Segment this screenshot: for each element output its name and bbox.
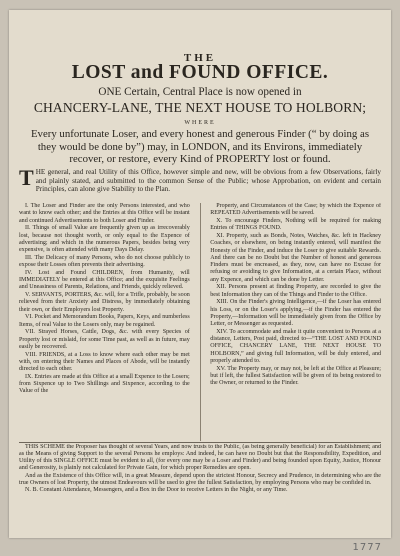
article-paragraph: XIII. On the Finder's giving Intelligence,—if the Loser has entered his Loss, or on the Loser's applying,—if the Finder has entered the Property,—Information will be immediately given from the Office by Letter, or Messenger as requested. bbox=[210, 299, 381, 327]
heading-the: THE bbox=[183, 52, 217, 64]
every-line: Every unfortunate Loser, and every honest and generous Finder (“ by doing as bbox=[30, 128, 370, 140]
pencil-annotation: 1777 bbox=[352, 542, 382, 553]
article-paragraph: XI. Property, such as Bonds, Notes, Watches, &c. left in Hackney Coaches, or elsewhere, on being instantly entered, will manifest the Honesty of the Finder, and induce the Loser to give suitable Rewards. And there can be no Doubt but the Number of honest and generous Finders must be encreased, as they, now, can have no Excuse for refusing or avoiding to give Information, at a certain Place, without any Expence, and which can be done by Letter. bbox=[210, 233, 381, 283]
article-paragraph: VIII. FRIENDS, at a Loss to know where each other may be met with, on entering their Names and Places of Abode, will be instantly directed to each other. bbox=[19, 351, 190, 372]
article-paragraph: XII. Persons present at finding Property, are recorded to give the best Information they can of the Things and Finder to the Office. bbox=[210, 284, 381, 298]
broadside-sheet bbox=[9, 10, 391, 538]
article-paragraph: IV. Lost and Found CHILDREN, from Humanity, will IMMEDIATELY be entered at this Office; and the exquisite Feelings and Uneasiness of Parents, Relations, and Friends, quickly relieved. bbox=[19, 269, 190, 291]
article-paragraph: V. SERVANTS, PORTERS, &c. will, for a Trifle, probably, be soon relieved from their Anxiety and Distress, by immediately obtaining their own, or their Employers lost Property. bbox=[19, 292, 190, 313]
closing-paragraph: THIS SCHEME the Proposer has thought of several Years, and now trusts to the Public, (as being generally beneficial) for an Establishment; and as the Means of giving Support to the several Persons he employs: And indeed, he can have no Doubt but that the Responsibility, Expedition, and Utility of this SINGLE OFFICE must be evident to all, (for every one may be a Loser and Finder) and being founded upon Equity, Justice, Honour and Generosity, is plainly not calculated for Private Gain, for which proper Remedies are open. bbox=[19, 444, 381, 472]
every-loser-statement bbox=[19, 128, 381, 166]
closing-paragraph: N. B. Constant Attendance, Messengers, and a Box in the Door to receive Letters in the Night, or any Time. bbox=[25, 486, 288, 493]
every-line: recover, or restore, every Kind of PROPERTY lost or found. bbox=[69, 153, 331, 165]
subtitle-central-place: ONE Certain, Central Place is now opened in bbox=[98, 86, 302, 98]
article-paragraph: Property, and Circumstances of the Case; by which the Expence of REPEATED Advertisements will be saved. bbox=[210, 203, 381, 217]
article-paragraph: X. To encourage Finders, Nothing will be required for making Entries of THINGS FOUND. bbox=[210, 218, 381, 232]
article-paragraph: VI. Pocket and Memorandum Books, Papers, Keys, and numberless Items, of real Value to the Losers only, may be regained. bbox=[19, 314, 190, 328]
article-paragraph: XIV. To accommodate and make it quite convenient to Persons at a distance, Letters, Post paid, directed to—“THE LOST AND FOUND OFFICE, CHANCERY LANE, THE NEXT HOUSE TO HOLBORN,” and giving full Information, will be duly entered, and properly attended to. bbox=[210, 328, 381, 364]
right-column bbox=[210, 203, 381, 441]
page-title: LOST and FOUND OFFICE. bbox=[71, 62, 329, 83]
divider-rule bbox=[19, 442, 381, 443]
left-column bbox=[19, 203, 190, 441]
broadside-text-block bbox=[19, 10, 381, 538]
article-paragraph: II. Things of small Value are frequently given up as irrecoverably lost, because not thought worth, or only equal to the Expence of advertising; and which in the numerous Papers, besides being very expensive, is often attended with many Days Delay. bbox=[19, 225, 190, 253]
address-line: CHANCERY-LANE, THE NEXT HOUSE TO HOLBORN; bbox=[33, 100, 367, 115]
two-column-articles bbox=[19, 203, 381, 441]
article-paragraph: I. The Loser and Finder are the only Persons interested, and who want to know each other; and the Entries at this Office will be instant and continued Advertisements to both Loser and Finder. bbox=[19, 203, 190, 224]
column-divider bbox=[200, 203, 201, 441]
article-paragraph: XV. The Property may, or may not, be left at the Office at Pleasure; but if left, the fullest Satisfaction will be given of its being restored to the Owner, or returned to the Finder. bbox=[210, 365, 381, 386]
intro-paragraph bbox=[19, 165, 381, 194]
intro-text: HE general, and real Utility of this Office, however simple and new, will be obvious from a few Observations, fairly and plainly stated, and submitted to the common Sense of the Public; whose Approbation, on evident and certain Principles, can alone give Stability to the Plan. bbox=[35, 168, 381, 194]
drop-cap: T bbox=[19, 165, 34, 190]
article-paragraph: VII. Strayed Horses, Cattle, Dogs, &c. with every Species of Property lost or mislaid, for some Time past, as well as in future, may easily be recovered. bbox=[19, 329, 190, 350]
every-line: they would be done by”) may, in LONDON, and its Environs, immediately bbox=[37, 140, 363, 153]
article-paragraph: III. The Delicacy of many Persons, who do not choose publicly to expose their Losses often prevents their advertising. bbox=[19, 254, 190, 268]
closing-paragraph: And as the Existence of this Office will, in a great Measure, depend upon the strictest Honour, Secrecy and Prudence, in determining who are the true Owners of lost Property, the utmost Endeavours will be used to give the fullest Satisfaction, by employing Persons who may be confided in. bbox=[19, 472, 381, 486]
closing-paragraphs bbox=[19, 444, 381, 494]
where-line: WHERE bbox=[184, 120, 216, 126]
article-paragraph: IX. Entries are made at this Office at a small Expence to the Losers; from Sixpence up to Two Shillings and Sixpence, according to the Value of the bbox=[19, 373, 190, 395]
